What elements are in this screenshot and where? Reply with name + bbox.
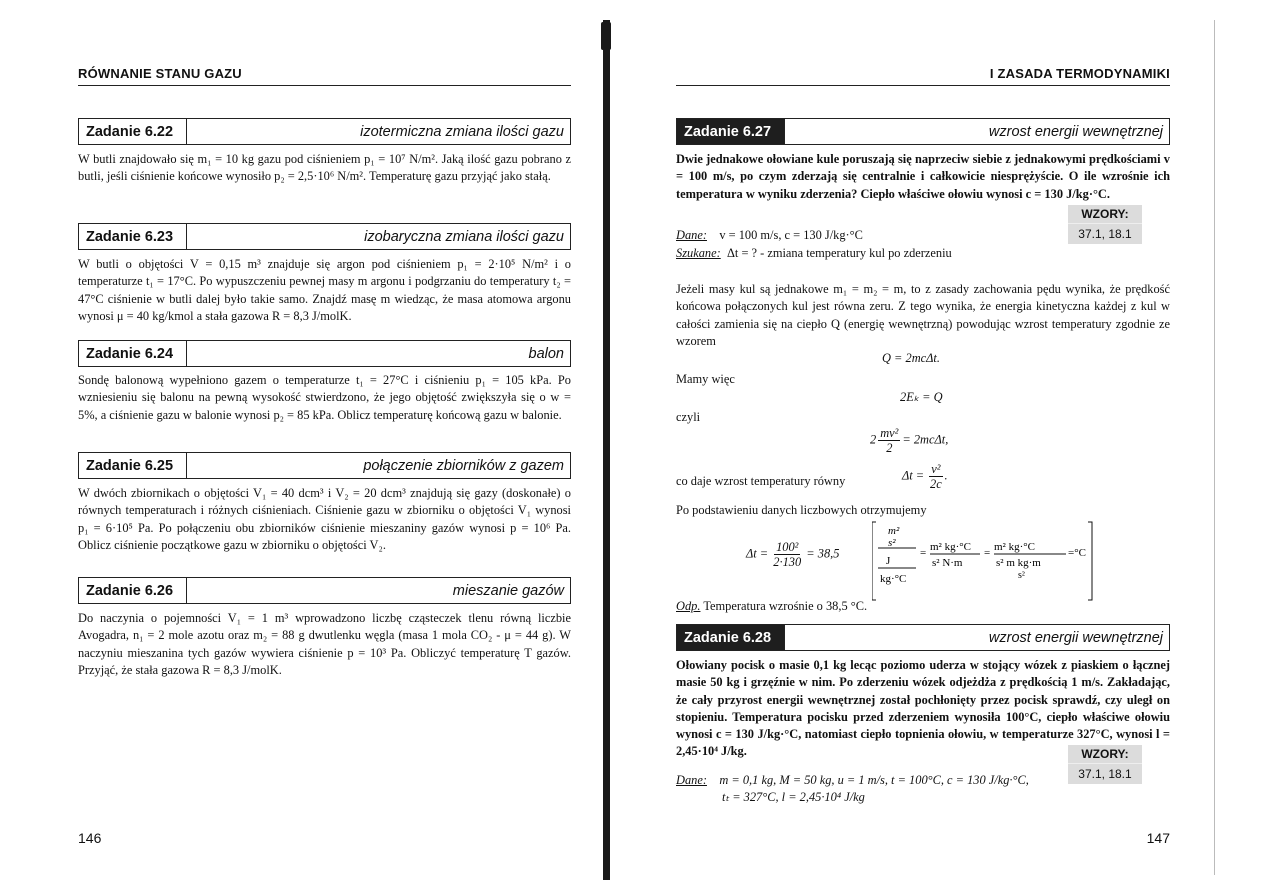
equation-4-lhs: Δt = xyxy=(902,468,925,483)
problem-text-6-23: W butli o objętości V = 0,15 m³ znajduje się argon pod ciśnieniem p₁ = 2·10⁵ N/m² i o temperaturze t₁ = 17°C. Po wypuszczeniu pewnej masy m argonu i podgrzaniu do temperatury t₂ = 47°C ciśnienie w butli dalej było takie samo. Znajdź masę m wiedząc, że masa atomowa argonu wynosi μ = 40 kg/kmol a stała gazowa R = 8,3 J/molK. xyxy=(78,257,571,323)
dane-6-28 xyxy=(676,772,1096,807)
problem-topic: połączenie zbiorników z gazem xyxy=(363,457,564,474)
equation-4: Δt = $\frac{\text{v²}}{2c}$ . xyxy=(902,462,948,491)
problem-header-6-23 xyxy=(78,223,571,250)
svg-text:m² kg·°C: m² kg·°C xyxy=(930,541,972,553)
problem-label: Zadanie 6.27 xyxy=(677,119,785,144)
problem-header-6-27 xyxy=(676,118,1170,145)
svg-text:s² m kg·m: s² m kg·m xyxy=(996,557,1041,569)
page-number-left: 146 xyxy=(78,830,102,846)
mamy-wiec-text: Mamy więc xyxy=(676,372,735,386)
equation-4-fraction xyxy=(929,462,942,491)
problem-label: Zadanie 6.22 xyxy=(79,119,187,144)
header-rule-left xyxy=(78,85,571,86)
calc-lhs: Δt = xyxy=(746,546,769,561)
problem-topic: izotermiczna zmiana ilości gazu xyxy=(360,123,564,140)
svg-text:m²: m² xyxy=(888,525,900,537)
svg-text:=: = xyxy=(984,547,991,559)
calc-result: = 38,5 xyxy=(806,546,840,561)
dane-line-2: tₜ = 327°C, l = 2,45·10⁴ J/kg xyxy=(722,790,865,805)
svg-text:m² kg·°C: m² kg·°C xyxy=(994,541,1036,553)
equation-3: 2 $\frac{\text{mv²}}{2}$ = 2mcΔt, xyxy=(870,426,949,455)
answer-6-27 xyxy=(676,598,1170,615)
dane-label: Dane: xyxy=(676,773,707,787)
po-podstawieniu-text: Po podstawieniu danych liczbowych otrzymujemy xyxy=(676,503,927,517)
dane-text: v = 100 m/s, c = 130 J/kg·°C xyxy=(719,228,863,242)
problem-topic: balon xyxy=(528,345,564,362)
svg-text:s²: s² xyxy=(888,537,896,549)
header-rule-right xyxy=(676,85,1170,86)
equation-3-denominator: 2 xyxy=(886,441,893,455)
unit-derivation-bracket xyxy=(872,520,1094,602)
book-spine-top xyxy=(601,22,611,50)
problem-label: Zadanie 6.28 xyxy=(677,625,785,650)
problem-header-6-26 xyxy=(78,577,571,604)
problem-statement-6-27: Dwie jednakowe ołowiane kule poruszają się naprzeciw siebie z jednakowymi prędkościami v = 100 m/s, po czym zderzają się centralnie i całkowicie niesprężyście. O ile wzrośnie ich temperatura w wyniku zderzenia? Ciepło właściwe ołowiu wynosi c = 130 J/kg·°C. xyxy=(676,152,1170,201)
wzory-refs: 37.1, 18.1 xyxy=(1068,223,1142,244)
wzory-refs: 37.1, 18.1 xyxy=(1068,763,1142,784)
calculation xyxy=(746,540,839,569)
problem-label: Zadanie 6.25 xyxy=(79,453,187,478)
szukane-text: Δt = ? - zmiana temperatury kul po zderzeniu xyxy=(726,246,952,260)
equation-2: 2Eₖ = Q xyxy=(900,390,943,404)
problem-text-6-22: W butli znajdowało się m₁ = 10 kg gazu pod ciśnieniem p₁ = 10⁷ N/m². Jaką ilość gazu pobrano z butli, jeśli ciśnienie końcowe wynosiło p₂ = 2,5·10⁶ N/m². Temperaturę gazu przyjąć jako stałą. xyxy=(78,152,571,184)
left-page xyxy=(0,0,600,893)
dane-line-6-27 xyxy=(676,227,1056,244)
wzory-label: WZORY: xyxy=(1081,207,1129,221)
problem-topic: wzrost energii wewnętrznej xyxy=(988,123,1163,140)
problem-topic: wzrost energii wewnętrznej xyxy=(988,629,1163,646)
solution-intro-6-27: Jeżeli masy kul są jednakowe m₁ = m₂ = m, to z zasady zachowania pędu wynika, że prędkość końcowa połączonych kul jest równa zeru. Z tego wynika, że energia kinetyczna każdej z kul w całości zamienia się na ciepło Q (energię wewnętrzną) powodując wzrost temperatury zgodnie ze wzorem xyxy=(676,282,1170,348)
equation-3-fraction xyxy=(878,426,900,455)
problem-label: Zadanie 6.24 xyxy=(79,341,187,366)
calc-denominator: 2·130 xyxy=(773,555,802,569)
right-page xyxy=(620,0,1263,893)
equation-3-rhs: = 2mcΔt, xyxy=(902,432,949,447)
calc-numerator: 100² xyxy=(776,540,799,554)
svg-text:=°C: =°C xyxy=(1068,547,1086,559)
problem-statement-6-28: Ołowiany pocisk o masie 0,1 kg lecąc poziomo uderza w stojący wózek z piaskiem o łącznej masie 50 kg i grzęźnie w nim. Po zderzeniu wózek odjeżdża z prędkością 1 m/s. Zakładając, że cały przyrost energii wewnętrznej został pochłonięty przez pocisk sprawdź, czy uległ on stopieniu. Temperatura pocisku przed zderzeniem wynosiła 100°C, ciepło właściwe ołowiu wynosi c = 130 J/kg·°C, natomiast ciepło topnienia ołowiu, w temperaturze 327°C, wynosi l = 2,45·10⁴ J/kg. xyxy=(676,658,1170,759)
problem-header-6-24 xyxy=(78,340,571,367)
problem-text-6-24: Sondę balonową wypełniono gazem o temperaturze t₁ = 27°C i ciśnieniu p₁ = 105 kPa. Po wzniesieniu się balonu na pewną wysokość stwierdzono, że jego objętość zwiększyła się o w = 5%, a ciśnienie gazu w balonie wynosi p₂ = 85 kPa. Oblicz temperaturę końcową gazu w balonie. xyxy=(78,373,571,422)
dane-label: Dane: xyxy=(676,228,707,242)
calc-fraction xyxy=(773,540,801,569)
running-head-left: RÓWNANIE STANU GAZU xyxy=(78,66,242,81)
svg-text:J: J xyxy=(886,555,891,567)
equation-4-numerator: v² xyxy=(931,462,941,476)
running-head-right: I ZASADA TERMODYNAMIKI xyxy=(989,66,1170,81)
problem-label: Zadanie 6.26 xyxy=(79,578,187,603)
szukane-label: Szukane: xyxy=(676,246,721,260)
dane-line-1: m = 0,1 kg, M = 50 kg, u = 1 m/s, t = 100°C, c = 130 J/kg·°C, xyxy=(719,773,1029,787)
svg-text:s² N·m: s² N·m xyxy=(932,557,963,569)
book-spine xyxy=(603,20,610,880)
svg-text:=: = xyxy=(920,547,927,559)
problem-topic: izobaryczna zmiana ilości gazu xyxy=(364,228,564,245)
czyli-text: czyli xyxy=(676,410,701,424)
odp-label: Odp. xyxy=(676,599,701,613)
szukane-line-6-27 xyxy=(676,245,1076,262)
equation-1: Q = 2mcΔt. xyxy=(882,351,940,365)
problem-header-6-28 xyxy=(676,624,1170,651)
equation-3-numerator: mv² xyxy=(880,426,899,440)
problem-topic: mieszanie gazów xyxy=(452,582,564,599)
problem-header-6-25 xyxy=(78,452,571,479)
problem-text-6-26: Do naczynia o pojemności V₁ = 1 m³ wprowadzono liczbę cząsteczek tlenu równą liczbie Avogadra, n₁ = 2 mole azotu oraz m₂ = 88 g dwutlenku węgla (masa 1 mola CO₂ - μ = 44 g). W naczyniu mieszanina tych gazów wywiera ciśnienie p = 10³ Pa. Obliczyć temperaturę T gazów. Przyjąć, że stała gazowa R = 8,3 J/molK. xyxy=(78,611,571,677)
svg-text:kg·°C: kg·°C xyxy=(880,573,907,585)
problem-label: Zadanie 6.23 xyxy=(79,224,187,249)
equation-4-denominator: 2c xyxy=(930,477,942,491)
wzory-label: WZORY: xyxy=(1081,747,1129,761)
problem-text-6-25: W dwóch zbiornikach o objętości V₁ = 40 dcm³ i V₂ = 20 dcm³ znajdują się gazy (doskonałe) o równych temperaturach i różnych ciśnieniach. Ciśnienie gazu w zbiorniku o objętości V₁ wynosi p₁ = 6·10⁵ Pa. Po połączeniu obu zbiorników ciśnienie mieszaniny gazów wynosi p = 10⁶ Pa. Oblicz ciśnienie początkowe gazu w zbiorniku o objętości V₂. xyxy=(78,486,571,552)
svg-text:s²: s² xyxy=(1018,570,1025,581)
problem-header-6-22 xyxy=(78,118,571,145)
odp-text: Temperatura wzrośnie o 38,5 °C. xyxy=(703,599,868,613)
wzory-box-6-27 xyxy=(1068,205,1142,244)
co-daje-text: co daje wzrost temperatury równy xyxy=(676,474,846,488)
page-number-right: 147 xyxy=(1146,830,1170,846)
